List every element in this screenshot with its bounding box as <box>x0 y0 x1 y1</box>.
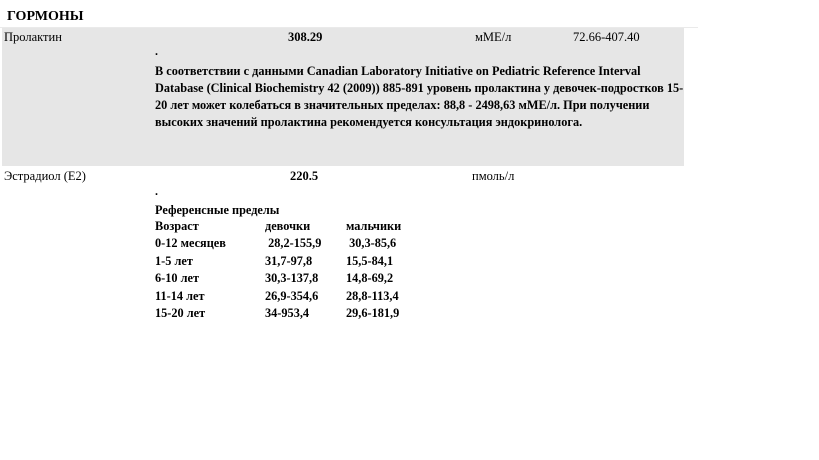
boys-cell: 29,6-181,9 <box>346 305 400 320</box>
girls-cell: 28,2-155,9 <box>265 236 322 251</box>
age-cell: 1-5 лет <box>155 253 193 268</box>
boys-cell: 28,8-113,4 <box>346 288 399 303</box>
reference-title: Референсные пределы <box>155 203 280 217</box>
header-girls: девочки <box>265 219 311 233</box>
age-cell: 15-20 лет <box>155 305 206 320</box>
table-row <box>155 254 401 271</box>
table-row <box>155 289 401 306</box>
age-cell: 11-14 лет <box>155 288 205 303</box>
table-row <box>155 306 401 323</box>
test-value-estradiol: 220.5 <box>290 169 319 183</box>
test-name-estradiol: Эстрадиол (Е2) <box>4 169 86 183</box>
girls-cell: 30,3-137,8 <box>265 271 319 286</box>
test-range-prolactin: 72.66-407.40 <box>573 30 640 44</box>
section-title: ГОРМОНЫ <box>7 9 84 24</box>
test-unit-prolactin: мМЕ/л <box>475 30 512 44</box>
girls-cell: 26,9-354,6 <box>265 288 319 303</box>
test-value-prolactin: 308.29 <box>288 30 323 44</box>
prolactin-comment: В соответствии с данными Canadian Laboratory Initiative on Pediatric Reference Interval Database (Clinical Biochemistry 42 (2009)) 885-891 уровень пролактина у девочек-подростков 15-20 лет может колебаться в значительных пределах: 88,8 - 2498,63 мМЕ/л. При получении высоких значений пролактина рекомендуется консультация эндокринолога. <box>155 64 684 129</box>
comment-dot: . <box>155 184 158 198</box>
table-row <box>155 271 401 288</box>
header-age: Возраст <box>155 219 199 233</box>
boys-cell: 14,8-69,2 <box>346 271 394 286</box>
header-boys: мальчики <box>346 219 402 233</box>
comment-dot: . <box>155 44 158 58</box>
age-cell: 6-10 лет <box>155 271 200 286</box>
girls-cell: 31,7-97,8 <box>265 253 313 268</box>
test-unit-estradiol: пмоль/л <box>472 169 515 183</box>
age-cell: 0-12 месяцев <box>155 236 226 251</box>
boys-cell: 30,3-85,6 <box>346 236 397 251</box>
reference-table <box>155 219 401 323</box>
test-name-prolactin: Пролактин <box>4 30 62 44</box>
table-row <box>155 236 401 253</box>
reference-header-row <box>155 219 401 236</box>
girls-cell: 34-953,4 <box>265 305 310 320</box>
boys-cell: 15,5-84,1 <box>346 253 394 268</box>
